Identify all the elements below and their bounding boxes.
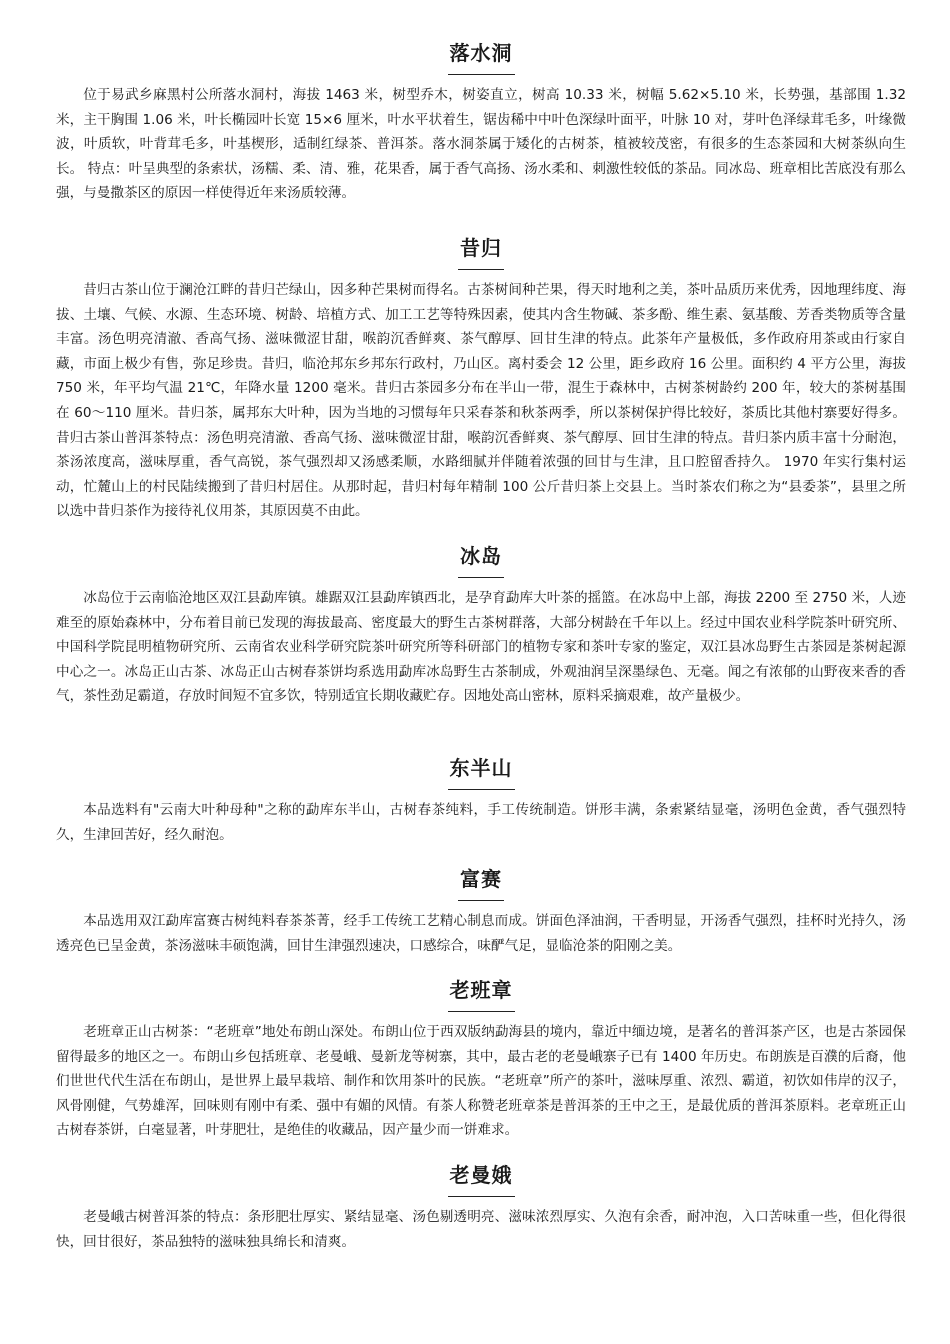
section-title: 冰岛 bbox=[458, 541, 504, 578]
section-body: 昔归古茶山位于澜沧江畔的昔归芒绿山，因多种芒果树而得名。古茶树间种芒果，得天时地利之美，茶叶品质历来优秀，因地理纬度、海拔、土壤、气候、水源、生态环境、树龄、培植方式、加工工艺等特殊因素，使其内含生物碱、茶多酚、维生素、氨基酸、芳香类物质等含量丰富。汤色明亮清澈、香高气扬、滋味微涩甘甜，喉韵沉香鲜爽、茶气醇厚、回甘生津的特点。此茶年产量极低，多作政府用茶或由行家自藏，市面上极少有售，弥足珍贵。昔归，临沧邦东乡邦东行政村，乃山区。离村委会 12 公里，距乡政府 16 公里。面积约 4 平方公里，海拔 750 米，年平均气温 21℃，年降水量 1200 毫米。昔归古茶园多分布在半山一带，混生于森林中，古树茶树龄约 200 年，较大的茶树基围在 60～110 厘米。昔归茶，属邦东大叶种，因为当地的习惯每年只采春茶和秋茶两季，所以茶树保护得比较好，茶质比其他村寨要好得多。 昔归古茶山普洱茶特点：汤色明亮清澈、香高气扬、滋味微涩甘甜，喉韵沉香鲜爽、茶气醇厚、回甘生津的特点。昔归茶内质丰富十分耐泡，茶汤浓度高，滋味厚重，香气高锐，茶气强烈却又汤感柔顺，水路细腻并伴随着浓强的回甘与生津，且口腔留香持久。 1970 年实行集村运动，忙麓山上的村民陆续搬到了昔归村居住。从那时起，昔归村每年精制 100 公斤昔归茶上交县上。当时茶农们称之为“县委茶”，县里之所以选中昔归茶作为接待礼仪用茶，其原因莫不由此。 bbox=[56, 282, 906, 520]
section-dongbanshan bbox=[56, 753, 906, 864]
section-luoshuidong bbox=[56, 38, 906, 233]
section-title: 老班章 bbox=[448, 975, 515, 1012]
section-bingdao bbox=[56, 541, 906, 753]
section-xigui bbox=[56, 233, 906, 541]
section-laobanzhang bbox=[56, 975, 906, 1160]
section-title: 落水洞 bbox=[448, 38, 515, 75]
section-body: 本品选用双江勐库富赛古树纯料春茶茶菁，经手工传统工艺精心制息而成。饼面色泽油润，干香明显，开汤香气强烈，挂杯时光持久，汤透亮色已呈金黄，茶汤滋味丰硕饱满，回甘生津强烈速决，口感综合，味酽气足，显临沧茶的阳刚之美。 bbox=[56, 913, 906, 954]
section-title: 老曼娥 bbox=[448, 1160, 515, 1197]
section-body: 位于易武乡麻黑村公所落水洞村，海拔 1463 米，树型乔木，树姿直立，树高 10.33 米，树幅 5.62×5.10 米，长势强，基部围 1.32 米，主干胸围 1.06 米，叶长椭园叶长宽 15×6 厘米，叶水平状着生，锯齿稀中中叶色深绿叶面平，叶脉 10 对，芽叶色泽绿茸毛多，叶缘微波，叶质软，叶背茸毛多，叶基楔形，适制红绿茶、普洱茶。落水洞茶属于矮化的古树茶，植被较茂密，有很多的生态茶园和大树茶纵向生长。 特点：叶呈典型的条索状，汤糯、柔、清、雅，花果香，属于香气高扬、汤水柔和、刺激性较低的茶品。同冰岛、班章相比苦底没有那么强，与曼撒茶区的原因一样使得近年来汤质较薄。 bbox=[56, 87, 906, 202]
section-body: 老曼峨古树普洱茶的特点：条形肥壮厚实、紧结显毫、汤色剔透明亮、滋味浓烈厚实、久泡有余香，耐冲泡，入口苦味重一些，但化得很快，回甘很好，茶品独特的滋味独具绵长和清爽。 bbox=[56, 1209, 906, 1250]
section-body: 冰岛位于云南临沧地区双江县勐库镇。雄踞双江县勐库镇西北，是孕育勐库大叶茶的摇篮。在冰岛中上部，海拔 2200 至 2750 米，人迹难至的原始森林中，分布着目前已发现的海拔最高、密度最大的野生古茶树群落，大部分树龄在千年以上。经过中国农业科学院茶叶研究所、中国科学院昆明植物研究所、云南省农业科学研究院茶叶研究所等科研部门的植物专家和茶叶专家的鉴定，双江县冰岛野生古茶园是茶树起源中心之一。冰岛正山古茶、冰岛正山古树春茶饼均系选用勐库冰岛野生古茶制成，外观油润呈深墨绿色、无毫。闻之有浓郁的山野夜来香的香气，茶性劲足霸道，存放时间短不宜多饮，特别适宜长期收藏贮存。因地处高山密林，原料采摘艰难，故产量极少。 bbox=[56, 590, 906, 705]
section-title: 昔归 bbox=[458, 233, 504, 270]
section-laomane bbox=[56, 1160, 906, 1280]
section-body: 老班章正山古树茶：“老班章”地处布朗山深处。布朗山位于西双版纳勐海县的境内，靠近中缅边境，是著名的普洱茶产区，也是古茶园保留得最多的地区之一。布朗山乡包括班章、老曼峨、曼新龙等树寨，其中，最古老的老曼峨寨子已有 1400 年历史。布朗族是百濮的后裔，他们世世代代生活在布朗山，是世界上最早栽培、制作和饮用茶叶的民族。“老班章”所产的茶叶，滋味厚重、浓烈、霸道，初饮如伟岸的汉子，风骨刚健，气势雄浑，回味则有刚中有柔、强中有媚的风情。有茶人称赞老班章茶是普洱茶的王中之王，是最优质的普洱茶原料。老章班正山古树春茶饼，白毫显著，叶芽肥壮，是绝佳的收藏品，因产量少而一饼难求。 bbox=[56, 1024, 906, 1139]
section-title: 东半山 bbox=[448, 753, 515, 790]
section-title: 富赛 bbox=[458, 864, 504, 901]
section-fusai bbox=[56, 864, 906, 975]
section-body: 本品选料有"云南大叶种母种"之称的勐库东半山，古树春茶纯料，手工传统制造。饼形丰满，条索紧结显毫，汤明色金黄，香气强烈特久，生津回苦好，经久耐泡。 bbox=[56, 802, 906, 843]
